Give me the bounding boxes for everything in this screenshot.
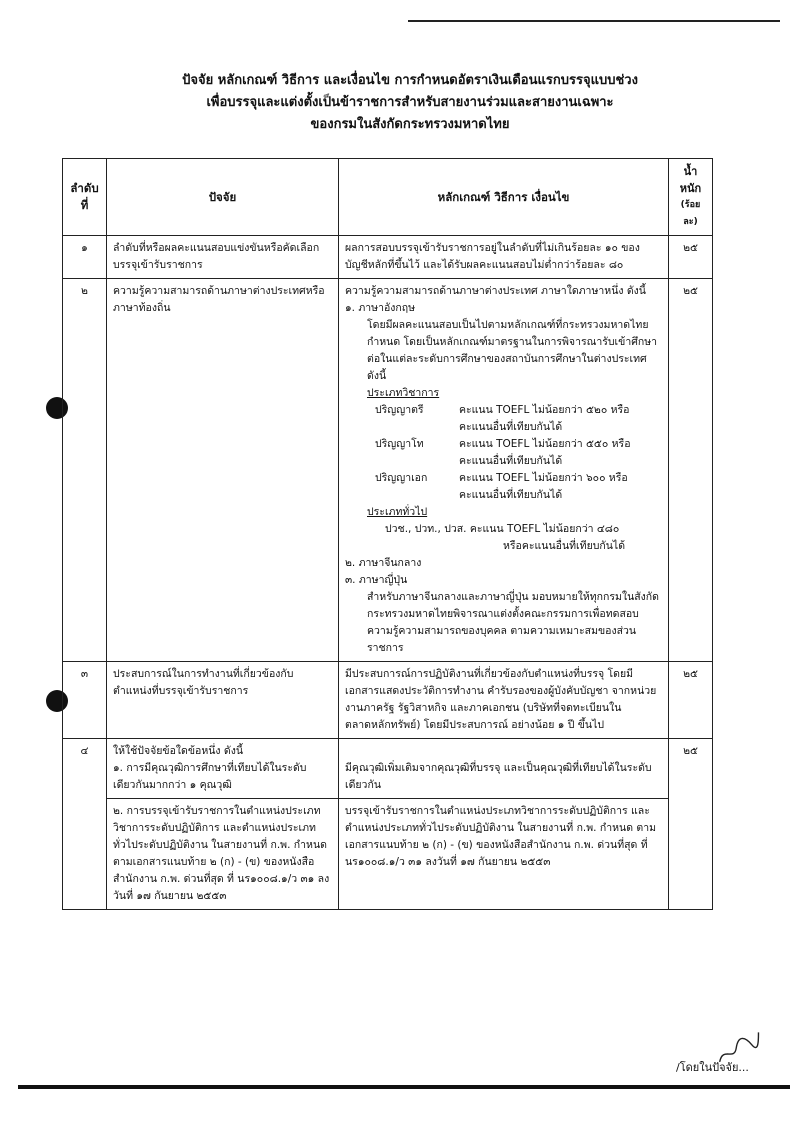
top-rule (408, 20, 780, 22)
header-weight (669, 159, 713, 236)
table-row (63, 662, 713, 739)
academic-level: ปริญญาเอก (375, 472, 428, 484)
bottom-rule (18, 1085, 790, 1089)
title-line: ปัจจัย หลักเกณฑ์ วิธีการ และเงื่อนไข การกำหนดอัตราเงินเดือนแรกบรรจุแบบช่วง (182, 73, 638, 88)
row-number: ๓ (63, 662, 107, 739)
row-criteria: มีประสบการณ์การปฏิบัติงานที่เกี่ยวข้องกับตำแหน่งที่บรรจุ โดยมีเอกสารแสดงประวัติการทำงาน คำรับรองของผู้บังคับบัญชา จากหน่วยงานภาครัฐ รัฐวิสาหกิจ และภาคเอกชน (บริษัทที่จดทะเบียนในตลาดหลักทรัพย์) โดยมีประสบการณ์ อย่างน้อย ๑ ปี ขึ้นไป (339, 662, 669, 739)
academic-level: ปริญญาตรี (375, 404, 424, 416)
academic-level: ปริญญาโท (375, 438, 424, 450)
table-header-row (63, 159, 713, 236)
criteria-option: มีคุณวุฒิเพิ่มเติมจากคุณวุฒิที่บรรจุ และเป็นคุณวุฒิที่เทียบได้ในระดับเดียวกัน (345, 762, 652, 791)
criteria-table (62, 158, 713, 910)
header-no-line1: ลำดับ (70, 181, 99, 195)
row-factor (107, 739, 339, 799)
row-factor: ประสบการณ์ในการทำงานที่เกี่ยวข้องกับตำแหน่งที่บรรจุเข้ารับราชการ (107, 662, 339, 739)
criteria-intro: ความรู้ความสามารถด้านภาษาต่างประเทศ ภาษาใดภาษาหนึ่ง ดังนี้ (345, 285, 646, 297)
lang-desc: โดยมีผลคะแนนสอบเป็นไปตามหลักเกณฑ์ที่กระทรวงมหาดไทยกำหนด โดยเป็นหลักเกณฑ์มาตรฐานในการพิจารณารับเข้าศึกษาต่อในแต่ละระดับการศึกษาของสถาบันการศึกษาในต่างประเทศ ดังนี้ (367, 319, 658, 382)
document-title (150, 70, 670, 136)
header-factor: ปัจจัย (107, 159, 339, 236)
row-criteria: ผลการสอบบรรจุเข้ารับราชการอยู่ในลำดับที่ไม่เกินร้อยละ ๑๐ ของบัญชีหลักที่ขึ้นไว้ และได้รับผลคะแนนสอบไม่ต่ำกว่าร้อยละ ๘๐ (339, 236, 669, 279)
criteria-option: บรรจุเข้ารับราชการในตำแหน่งประเภทวิชาการระดับปฏิบัติการ และตำแหน่งประเภททั่วไประดับปฏิบัติงาน ในสายงานที่ ก.พ. กำหนด ตามเอกสารแนบท้าย ๒ (ก) - (ข) ของหนังสือสำนักงาน ก.พ. ด่วนที่สุด ที่ นร๑๐๐๘.๑/ว ๓๑ ลงวันที่ ๑๗ กันยายน ๒๕๕๓ (339, 799, 669, 910)
general-line: ปวช., ปวท., ปวส. คะแนน TOEFL ไม่น้อยกว่า ๔๘๐ (385, 523, 620, 535)
factor-intro: ให้ใช้ปัจจัยข้อใดข้อหนึ่ง ดังนี้ (113, 745, 244, 757)
row-number: ๔ (63, 739, 107, 910)
academic-req: คะแนน TOEFL ไม่น้อยกว่า ๖๐๐ หรือ คะแนนอื่นที่เทียบกันได้ (459, 472, 628, 501)
general-line: หรือคะแนนอื่นที่เทียบกันได้ (503, 540, 626, 552)
row-number: ๒ (63, 279, 107, 662)
academic-item (345, 436, 662, 470)
header-no (63, 159, 107, 236)
title-line: เพื่อบรรจุและแต่งตั้งเป็นข้าราชการสำหรับสายงานร่วมและสายงานเฉพาะ (206, 95, 614, 110)
academic-req: คะแนน TOEFL ไม่น้อยกว่า ๕๕๐ หรือ คะแนนอื่นที่เทียบกันได้ (459, 438, 631, 467)
general-title: ประเภททั่วไป (367, 506, 428, 518)
table-row (63, 279, 713, 662)
factor-option: ๒. การบรรจุเข้ารับราชการในตำแหน่งประเภทวิชาการระดับปฏิบัติการ และตำแหน่งประเภททั่วไประดับปฏิบัติงาน ในสายงานที่ ก.พ. กำหนด ตามเอกสารแนบท้าย ๒ (ก) - (ข) ของหนังสือสำนักงาน ก.พ. ด่วนที่สุด ที่ นร๑๐๐๘.๑/ว ๓๑ ลงวันที่ ๑๗ กันยายน ๒๕๕๓ (107, 799, 339, 910)
header-weight-line1: น้ำหนัก (679, 165, 702, 195)
title-line: ของกรมในสังกัดกระทรวงมหาดไทย (310, 117, 510, 132)
table-row (63, 739, 713, 799)
header-weight-line2: (ร้อยละ) (680, 200, 701, 227)
row-weight: ๒๕ (669, 662, 713, 739)
academic-item (345, 470, 662, 504)
lang-item: ๑. ภาษาอังกฤษ (345, 302, 416, 314)
academic-req: คะแนน TOEFL ไม่น้อยกว่า ๕๒๐ หรือ คะแนนอื่นที่เทียบกันได้ (459, 404, 630, 433)
row-factor: ความรู้ความสามารถด้านภาษาต่างประเทศหรือภาษาท้องถิ่น (107, 279, 339, 662)
row-weight: ๒๕ (669, 739, 713, 910)
lang-desc: สำหรับภาษาจีนกลางและภาษาญี่ปุ่น มอบหมายให้ทุกกรมในสังกัดกระทรวงมหาดไทยพิจารณาแต่งตั้งคณะกรรมการเพื่อทดสอบความรู้ความสามารถของบุคคล ตามความเหมาะสมของส่วนราชการ (367, 591, 659, 654)
continue-note: /โดยในปัจจัย... (676, 1061, 749, 1074)
academic-title: ประเภทวิชาการ (367, 387, 440, 399)
lang-item: ๓. ภาษาญี่ปุ่น (345, 574, 408, 586)
header-no-line2: ที่ (80, 198, 89, 212)
academic-item (345, 402, 662, 436)
row-criteria (339, 739, 669, 799)
factor-option: ๑. การมีคุณวุฒิการศึกษาที่เทียบได้ในระดับเดียวกันมากกว่า ๑ คุณวุฒิ (113, 762, 307, 791)
row-weight: ๒๕ (669, 236, 713, 279)
row-weight: ๒๕ (669, 279, 713, 662)
table-row (63, 799, 713, 910)
lang-item: ๒. ภาษาจีนกลาง (345, 557, 422, 569)
row-criteria (339, 279, 669, 662)
header-criteria: หลักเกณฑ์ วิธีการ เงื่อนไข (339, 159, 669, 236)
row-factor: ลำดับที่หรือผลคะแนนสอบแข่งขันหรือคัดเลือกบรรจุเข้ารับราชการ (107, 236, 339, 279)
row-number: ๑ (63, 236, 107, 279)
table-row (63, 236, 713, 279)
